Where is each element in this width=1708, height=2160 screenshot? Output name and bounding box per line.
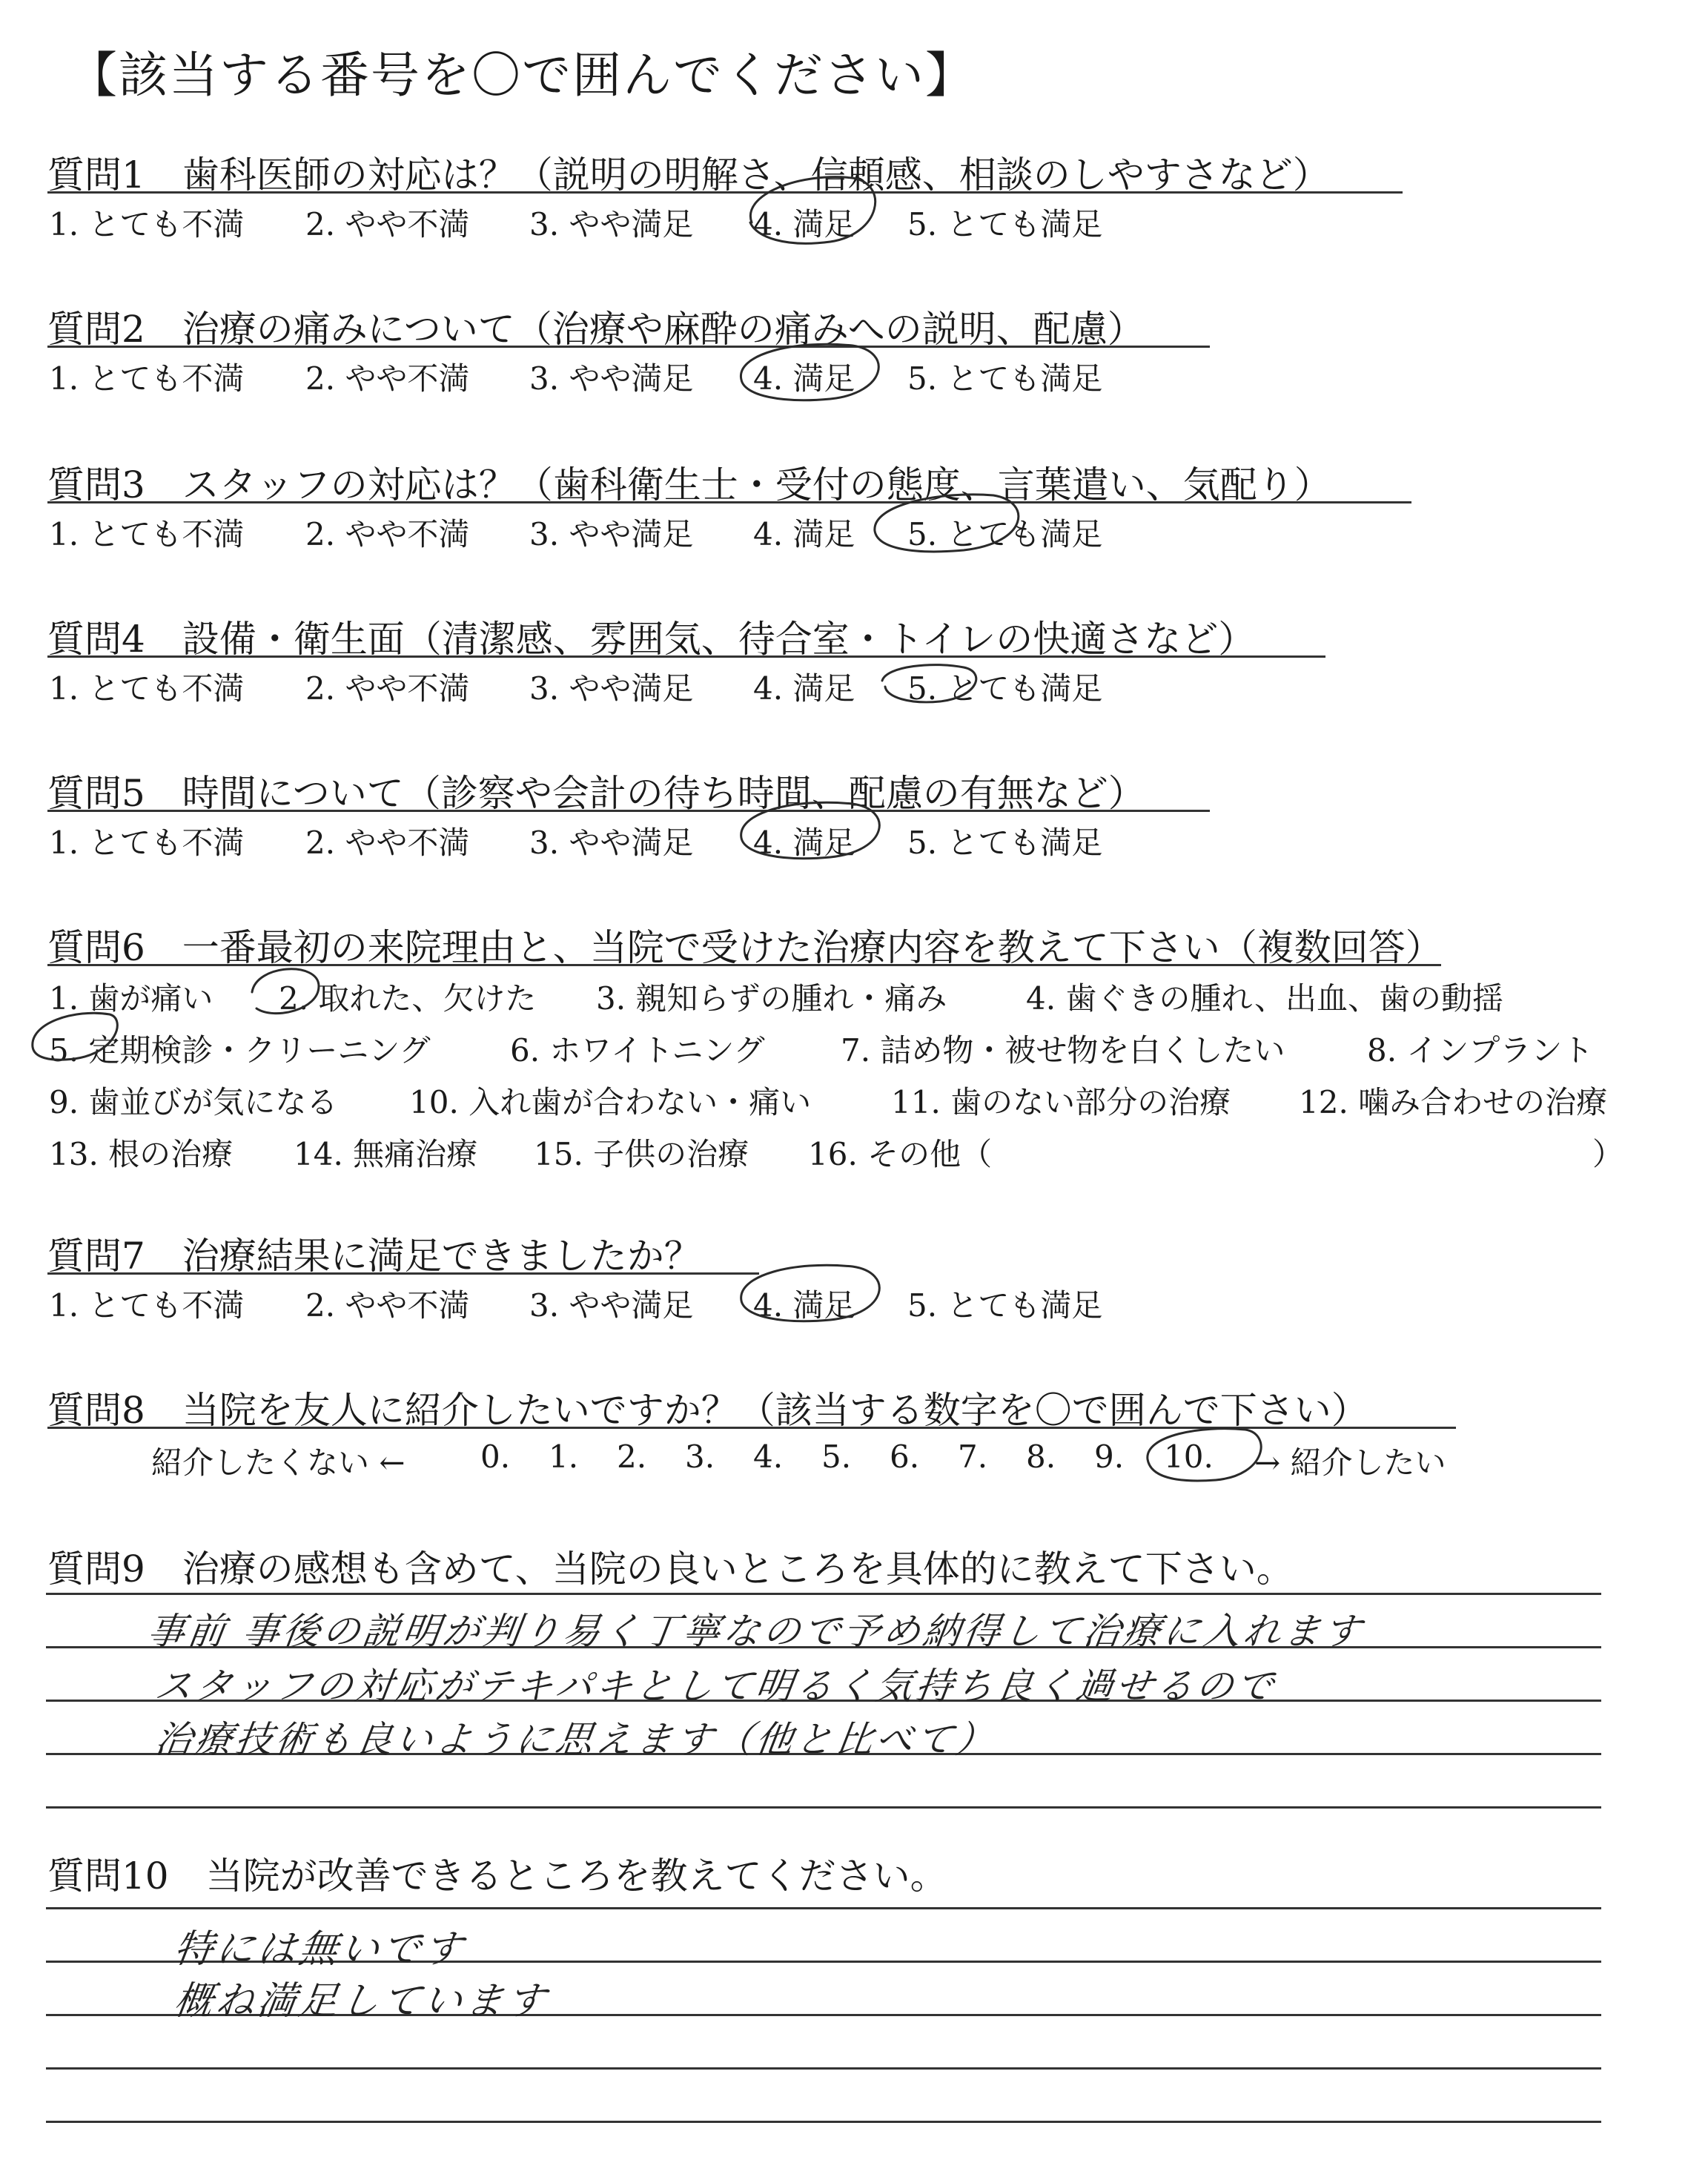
q10-answer-line-4: [46, 2067, 1601, 2070]
q5-option-3[interactable]: 3. やや満足: [529, 825, 694, 861]
q7-option-3[interactable]: 3. やや満足: [529, 1287, 694, 1324]
q6-option-9[interactable]: 9. 歯並びが気になる: [49, 1084, 338, 1120]
q3-option-3[interactable]: 3. やや満足: [529, 516, 694, 552]
q3-option-4[interactable]: 4. 満足: [753, 516, 855, 552]
q4-option-4[interactable]: 4. 満足: [753, 670, 855, 707]
q6-option-12[interactable]: 12. 噛み合わせの治療: [1299, 1084, 1608, 1120]
q6-option-8[interactable]: 8. インプラント: [1367, 1032, 1594, 1069]
q7-option-2[interactable]: 2. やや不満: [305, 1287, 470, 1324]
q5-option-4[interactable]: 4. 満足: [753, 825, 855, 861]
q1-option-3[interactable]: 3. やや満足: [529, 206, 694, 242]
q4-label: 質問4 設備・衛生面（清潔感、雰囲気、待合室・トイレの快適さなど）: [47, 618, 1256, 661]
q2-option-5[interactable]: 5. とても満足: [907, 360, 1103, 397]
q5-option-2[interactable]: 2. やや不満: [305, 825, 470, 861]
q2-option-2[interactable]: 2. やや不満: [305, 360, 470, 397]
q9-handwritten-line-2: スタッフの対応がテキパキとして明るく気持ち良く過せるので: [152, 1665, 1280, 1708]
q1-option-1[interactable]: 1. とても不満: [49, 206, 245, 242]
q10-handwritten-line-2: 概ね満足しています: [171, 1979, 552, 2024]
q8-number-7[interactable]: 7.: [958, 1439, 988, 1475]
q6-option-1[interactable]: 1. 歯が痛い: [49, 980, 214, 1017]
q6-option-2[interactable]: 2. 取れた、欠けた: [279, 980, 537, 1017]
q8-label: 質問8 当院を友人に紹介したいですか？（該当する数字を〇で囲んで下さい）: [47, 1389, 1368, 1432]
q8-number-1[interactable]: 1.: [549, 1439, 579, 1475]
q4-option-2[interactable]: 2. やや不満: [305, 670, 470, 707]
q6-option-16[interactable]: 16. その他（: [808, 1136, 993, 1172]
q2-option-1[interactable]: 1. とても不満: [49, 360, 245, 397]
q8-number-6[interactable]: 6.: [890, 1439, 920, 1475]
q5-label: 質問5 時間について（診察や会計の待ち時間、配慮の有無など）: [47, 772, 1145, 815]
q3-underline: [47, 501, 1411, 503]
q8-number-5[interactable]: 5.: [821, 1439, 852, 1475]
q5-underline: [47, 810, 1210, 812]
q1-options: [0, 200, 1708, 245]
q6-option-3[interactable]: 3. 親知らずの腫れ・痛み: [596, 980, 947, 1017]
q3-options: [0, 510, 1708, 555]
q2-option-4[interactable]: 4. 満足: [753, 360, 855, 397]
q1-underline: [47, 191, 1403, 194]
q4-underline: [47, 655, 1325, 658]
q8-number-8[interactable]: 8.: [1026, 1439, 1056, 1475]
q1-option-2[interactable]: 2. やや不満: [305, 206, 470, 242]
q8-left-label: 紹介したくない ←: [151, 1444, 406, 1481]
q1-option-4[interactable]: 4. 満足: [753, 206, 855, 242]
q6-option-6[interactable]: 6. ホワイトニング: [510, 1032, 765, 1069]
q8-number-4[interactable]: 4.: [753, 1439, 784, 1475]
q6-label: 質問6 一番最初の来院理由と、当院で受けた治療内容を教えて下さい（複数回答）: [47, 926, 1443, 969]
q7-options: [0, 1281, 1708, 1326]
q5-option-5[interactable]: 5. とても満足: [907, 825, 1103, 861]
q6-option-14[interactable]: 14. 無痛治療: [294, 1136, 478, 1172]
q7-option-5[interactable]: 5. とても満足: [907, 1287, 1103, 1324]
form-title: 【該当する番号を〇で囲んでください】: [68, 47, 976, 104]
q6-option-5[interactable]: 5. 定期検診・クリーニング: [49, 1032, 431, 1069]
q1-label: 質問1 歯科医師の対応は？（説明の明解さ、信頼感、相談のしやすさなど）: [47, 153, 1330, 196]
q6-options: [0, 974, 1708, 1189]
q2-options: [0, 354, 1708, 399]
q8-number-10[interactable]: 10.: [1164, 1439, 1214, 1475]
q9-handwritten-line-3: 治療技術も良いように思えます（他と比べて）: [152, 1718, 999, 1761]
q6-option-10[interactable]: 10. 入れ歯が合わない・痛い: [409, 1084, 812, 1120]
q2-option-3[interactable]: 3. やや満足: [529, 360, 694, 397]
q7-option-1[interactable]: 1. とても不満: [49, 1287, 245, 1324]
q7-option-4[interactable]: 4. 満足: [753, 1287, 855, 1324]
q10-answer-line-1: [46, 1907, 1601, 1909]
q6-underline: [47, 964, 1441, 966]
q9-handwritten-line-1: 事前 事後の説明が判り易く丁寧なので予め納得して治療に入れます: [145, 1610, 1367, 1653]
q9-label: 質問9 治療の感想も含めて、当院の良いところを具体的に教えて下さい。: [47, 1548, 1294, 1591]
q6-option-7[interactable]: 7. 詰め物・被せ物を白くしたい: [841, 1032, 1285, 1069]
q6-other-close-paren: ）: [1592, 1136, 1624, 1172]
q3-label: 質問3 スタッフの対応は？（歯科衛生士・受付の態度、言葉遣い、気配り）: [47, 463, 1331, 506]
q8-right-label: → 紹介したい: [1254, 1444, 1446, 1481]
q7-underline: [47, 1272, 759, 1275]
q6-option-11[interactable]: 11. 歯のない部分の治療: [891, 1084, 1231, 1120]
q4-option-1[interactable]: 1. とても不満: [49, 670, 245, 707]
q8-underline: [47, 1427, 1456, 1429]
q4-option-5[interactable]: 5. とても満足: [907, 670, 1103, 707]
q2-underline: [47, 346, 1210, 348]
q3-option-2[interactable]: 2. やや不満: [305, 516, 470, 552]
q8-number-2[interactable]: 2.: [617, 1439, 647, 1475]
q8-number-9[interactable]: 9.: [1094, 1439, 1125, 1475]
q9-answer-line-5: [46, 1806, 1601, 1809]
q10-answer-line-5: [46, 2121, 1601, 2123]
q6-option-13[interactable]: 13. 根の治療: [49, 1136, 234, 1172]
q2-label: 質問2 治療の痛みについて（治療や麻酔の痛みへの説明、配慮）: [47, 308, 1145, 351]
q9-answer-line-1: [46, 1593, 1601, 1595]
q3-option-1[interactable]: 1. とても不満: [49, 516, 245, 552]
q3-option-5[interactable]: 5. とても満足: [907, 516, 1103, 552]
q8-number-3[interactable]: 3.: [685, 1439, 715, 1475]
q6-option-4[interactable]: 4. 歯ぐきの腫れ、出血、歯の動揺: [1026, 980, 1503, 1017]
q10-label: 質問10 当院が改善できるところを教えてください。: [47, 1855, 947, 1898]
q10-handwritten-line-1: 特には無いです: [171, 1927, 469, 1972]
q6-option-15[interactable]: 15. 子供の治療: [534, 1136, 749, 1172]
q5-option-1[interactable]: 1. とても不満: [49, 825, 245, 861]
q7-label: 質問7 治療結果に満足できましたか？: [47, 1235, 701, 1278]
q4-option-3[interactable]: 3. やや満足: [529, 670, 694, 707]
q8-scale: [0, 1439, 1708, 1483]
q1-option-5[interactable]: 5. とても満足: [907, 206, 1103, 242]
q5-options: [0, 819, 1708, 863]
q4-options: [0, 664, 1708, 709]
q8-number-0[interactable]: 0.: [480, 1439, 511, 1475]
